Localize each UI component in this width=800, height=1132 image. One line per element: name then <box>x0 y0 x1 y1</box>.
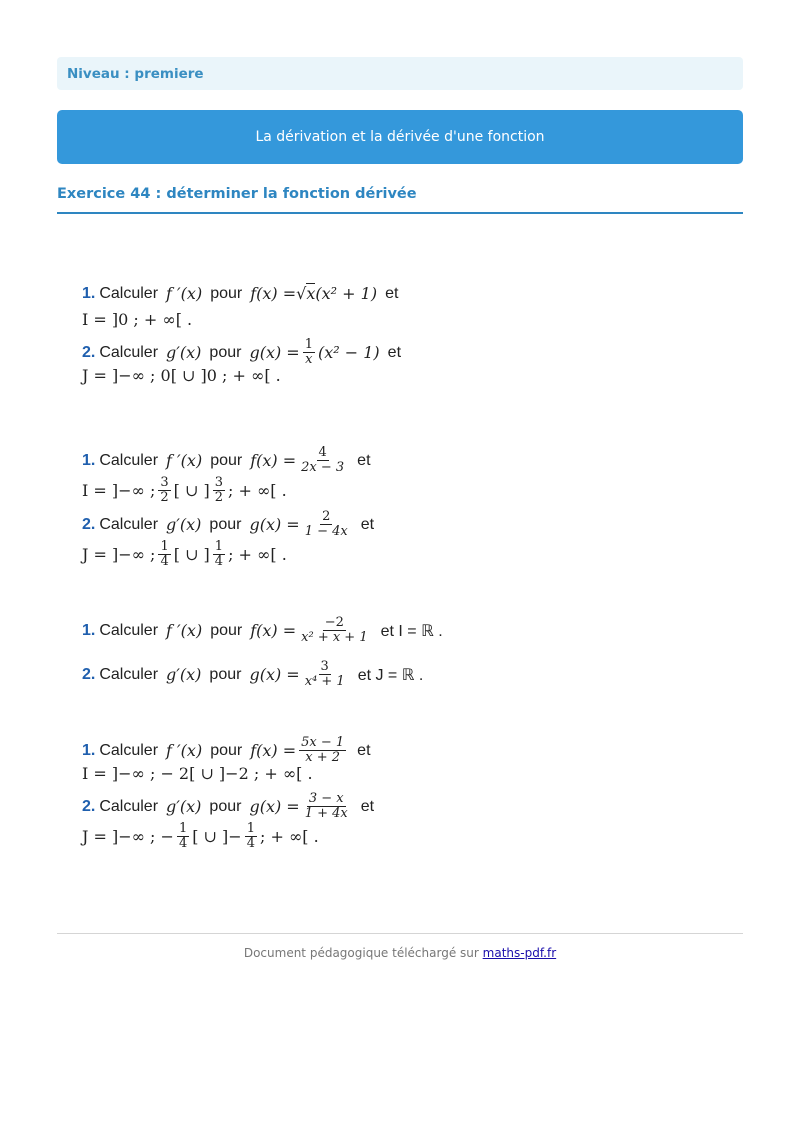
fraction <box>303 338 315 367</box>
question-tail: et J = ℝ . <box>357 666 424 684</box>
question-number: 1. <box>82 741 96 759</box>
lesson-title: La dérivation et la dérivée d'une fonction <box>255 129 545 145</box>
fraction <box>158 540 170 569</box>
interval-part: J = ]−∞ ; <box>82 545 156 564</box>
question-number: 1. <box>82 284 96 302</box>
question-conjunction: et <box>357 451 371 469</box>
function-lhs: f(x) = <box>250 741 297 760</box>
domain-interval: I = ]−∞ ; − 2[ ∪ ]−2 ; + ∞[ . <box>82 764 313 783</box>
derivative-symbol: g′(x) <box>166 797 202 816</box>
domain-interval: I = ]0 ; + ∞[ . <box>82 310 193 329</box>
fraction-numerator: 3 <box>320 659 329 674</box>
function-rhs: (x² + 1) <box>315 284 378 303</box>
question-word: pour <box>209 665 242 683</box>
question-word: pour <box>210 621 243 639</box>
fraction <box>299 736 346 765</box>
fraction-denominator: 1 + 4x <box>304 806 348 821</box>
function-lhs: g(x) = <box>249 515 300 534</box>
fraction <box>303 792 350 821</box>
fraction-denominator: 2 <box>160 490 169 505</box>
question-verb: Calculer <box>99 665 159 683</box>
fraction-numerator: 3 <box>214 475 223 490</box>
level-banner <box>57 57 743 90</box>
question-tail: et I = ℝ . <box>380 622 443 640</box>
fraction <box>299 446 346 475</box>
question-verb: Calculer <box>99 284 159 302</box>
function-lhs: f(x) = <box>250 451 297 470</box>
question-word: pour <box>209 515 242 533</box>
fraction-denominator: 4 <box>178 836 188 851</box>
fraction <box>177 822 189 851</box>
fraction-denominator: x + 2 <box>305 750 341 765</box>
question-number: 2. <box>82 515 96 533</box>
question-word: pour <box>209 797 242 815</box>
fraction <box>299 616 369 645</box>
lesson-title-banner <box>57 110 743 164</box>
interval-part: [ ∪ ] <box>173 481 210 500</box>
function-lhs: g(x) = <box>249 797 300 816</box>
derivative-symbol: f ′(x) <box>166 451 203 470</box>
question-word: pour <box>209 343 242 361</box>
derivative-symbol: f ′(x) <box>166 284 203 303</box>
fraction <box>245 822 257 851</box>
fraction-numerator: 5x − 1 <box>301 735 345 750</box>
fraction-denominator: x <box>305 352 313 367</box>
footer-divider <box>57 933 743 934</box>
fraction-numerator: 1 <box>246 821 255 836</box>
domain-interval: J = ]−∞ ; 0[ ∪ ]0 ; + ∞[ . <box>82 366 281 385</box>
square-root: √x <box>296 284 316 303</box>
exercise-heading: Exercice 44 : déterminer la fonction dérivée <box>57 186 417 202</box>
fraction-numerator: 1 <box>160 539 169 554</box>
derivative-symbol: f ′(x) <box>166 621 203 640</box>
question-number: 2. <box>82 797 96 815</box>
question-conjunction: et <box>387 343 402 361</box>
question-word: pour <box>210 284 243 302</box>
interval-part: ; + ∞[ . <box>227 481 287 500</box>
fraction-denominator: 4 <box>214 554 224 569</box>
question-word: pour <box>210 741 243 759</box>
fraction-numerator: 1 <box>178 821 188 836</box>
level-label: Niveau : premiere <box>67 66 204 82</box>
heading-divider <box>57 212 743 214</box>
fraction <box>303 510 350 539</box>
footer-text: Document pédagogique téléchargé sur <box>243 946 479 960</box>
question-verb: Calculer <box>99 797 159 815</box>
fraction-numerator: 1 <box>304 337 313 352</box>
footer-link[interactable]: maths-pdf.fr <box>482 946 557 960</box>
question-number: 1. <box>82 621 96 639</box>
interval-part: J = ]−∞ ; − <box>82 827 174 846</box>
question-conjunction: et <box>360 515 375 533</box>
question-number: 2. <box>82 665 96 683</box>
fraction-denominator: 4 <box>160 554 169 569</box>
interval-part: [ ∪ ]− <box>192 827 242 846</box>
question-verb: Calculer <box>99 621 159 639</box>
fraction-numerator: 3 − x <box>308 791 344 806</box>
function-lhs: f(x) = <box>250 621 297 640</box>
function-lhs: f(x) = <box>250 284 297 303</box>
sqrt-argument: x <box>306 284 316 303</box>
fraction <box>158 476 170 505</box>
fraction <box>303 660 347 689</box>
fraction-numerator: 3 <box>160 475 169 490</box>
question-verb: Calculer <box>99 451 159 469</box>
fraction <box>213 476 225 505</box>
fraction-denominator: x² + x + 1 <box>301 630 368 645</box>
question-verb: Calculer <box>99 343 159 361</box>
function-lhs: g(x) = <box>249 665 300 684</box>
fraction-numerator: 2 <box>322 509 331 524</box>
footer <box>0 946 800 960</box>
fraction <box>213 540 225 569</box>
fraction-denominator: x⁴ + 1 <box>304 674 345 689</box>
interval-part: I = ]−∞ ; <box>82 481 156 500</box>
interval-part: ; + ∞[ . <box>259 827 319 846</box>
question-verb: Calculer <box>99 741 159 759</box>
question-conjunction: et <box>360 797 375 815</box>
fraction-numerator: 4 <box>318 445 327 460</box>
fraction-denominator: 2x − 3 <box>301 460 345 475</box>
question-conjunction: et <box>357 741 371 759</box>
function-rhs: (x² − 1) <box>317 343 380 362</box>
question-number: 2. <box>82 343 96 361</box>
question-conjunction: et <box>385 284 399 302</box>
derivative-symbol: g′(x) <box>166 665 202 684</box>
interval-part: [ ∪ ] <box>173 545 210 564</box>
question-number: 1. <box>82 451 96 469</box>
derivative-symbol: g′(x) <box>166 515 202 534</box>
fraction-numerator: 1 <box>214 539 224 554</box>
question-verb: Calculer <box>99 515 159 533</box>
fraction-denominator: 1 − 4x <box>304 524 348 539</box>
fraction-denominator: 4 <box>246 836 255 851</box>
derivative-symbol: f ′(x) <box>166 741 203 760</box>
fraction-numerator: −2 <box>324 615 344 630</box>
fraction-denominator: 2 <box>214 490 223 505</box>
function-lhs: g(x) = <box>249 343 300 362</box>
interval-part: ; + ∞[ . <box>228 545 287 564</box>
question-word: pour <box>210 451 243 469</box>
derivative-symbol: g′(x) <box>166 343 202 362</box>
